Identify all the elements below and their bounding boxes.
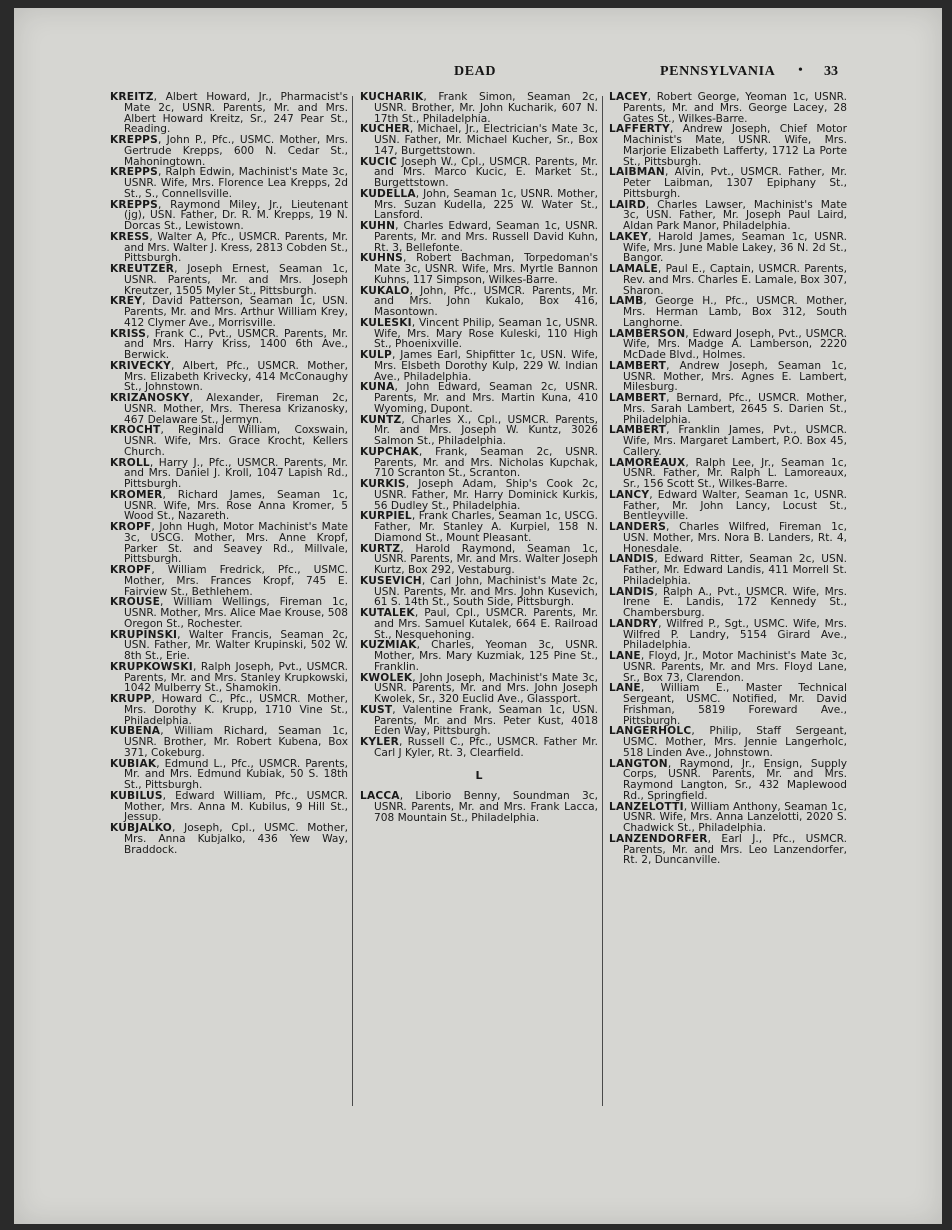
casualty-entry [110,92,348,135]
entry-details: , Liborio Benny, Soundman 3c, USNR. Parents, Mr. and Mrs. Frank Lacca, 708 Mountain St., Philadelphia. [374,790,598,824]
entry-details: , Albert Howard, Jr., Pharmacist's Mate 2c, USNR. Parents, Mr. and Mrs. Albert Howard Kreitz, Sr., 247 Pear St., Reading. [124,91,348,136]
surname: LANCY [609,488,650,501]
casualty-entry [360,479,598,511]
entry-details: , Frank C., Pvt., USMCR. Parents, Mr. and Mrs. Harry Kriss, 1400 6th Ave., Berwick. [124,327,348,361]
entry-details: , Charles X., Cpl., USMCR. Parents, Mr. and Mrs. Joseph W. Kuntz, 3026 Salmon St., Philadelphia. [374,413,598,447]
casualty-entry [110,630,348,662]
surname: KULP [360,349,392,361]
surname: LAMB [609,295,644,308]
entry-details: , Andrew Joseph, Seaman 1c, USNR. Mother, Mrs. Agnes E. Lambert, Milesburg. [623,359,847,394]
casualty-entry [609,264,847,296]
entry-details: , Raymond, Jr., Ensign, Supply Corps, USNR. Parents, Mr. and Mrs. Raymond Langton, Sr., 432 Maplewood Rd., Springfield. [623,757,847,802]
surname: LAIBMAN [609,166,665,179]
column-1 [110,92,348,855]
casualty-entry [609,458,847,490]
casualty-entry [609,802,847,834]
surname: KROPF [110,564,152,576]
casualty-entry [609,92,847,124]
surname: LANZENDORFER [609,832,708,845]
entry-details: , Russell C., Pfc., USMCR. Father Mr. Carl J Kyler, Rt. 3, Clearfield. [374,736,598,759]
surname: LANGTON [609,757,668,770]
entry-details: , Ralph Edwin, Machinist's Mate 3c, USNR. Wife, Mrs. Florence Lea Krepps, 2d St., S., Connellsville. [124,166,348,200]
casualty-entry [110,135,348,167]
casualty-entry [110,425,348,457]
surname: LACCA [360,790,400,803]
casualty-entry [110,522,348,565]
surname: LAMBERT [609,424,667,437]
entry-details: , John P., Pfc., USMC. Mother, Mrs. Gertrude Krepps, 600 N. Cedar St., Mahoningtown. [124,134,348,168]
casualty-entry [360,157,598,189]
entry-details: , Philip, Staff Sergeant, USMC. Mother, Mrs. Jennie Langerholc, 518 Linden Ave., Johnstown. [623,725,847,759]
entry-details: , Howard C., Pfc., USMCR. Mother, Mrs. Dorothy K. Krupp, 1710 Vine St., Philadelphia. [124,693,348,727]
surname: KROLL [110,456,150,469]
entry-details: , Paul E., Captain, USMCR. Parents, Rev. and Mrs. Charles E. Lamale, Box 307, Sharon. [623,263,847,297]
entry-details: , Robert Bachman, Torpedoman's Mate 3c, USNR. Wife, Mrs. Myrtle Bannon Kuhns, 117 Simpson, Wilkes-Barre. [374,252,598,286]
casualty-entry [110,694,348,726]
casualty-entry [609,425,847,457]
casualty-entry [110,662,348,694]
casualty-entry [360,705,598,737]
casualty-entry [360,576,598,608]
entry-details: , Joseph, Cpl., USMC. Mother, Mrs. Anna Kubjalko, 436 Yew Way, Braddock. [124,822,348,856]
surname: KUDELLA [360,187,416,200]
casualty-entry [110,264,348,296]
casualty-entry [360,189,598,221]
surname: KULESKI [360,316,412,329]
surname: LANGERHOLC [609,725,692,738]
column-divider [352,96,353,1106]
casualty-entry [360,253,598,285]
entry-details: , Wilfred P., Sgt., USMC. Wife, Mrs. Wilfred P. Landry, 5154 Girard Ave., Philadelphia. [623,617,847,652]
casualty-entry [360,737,598,759]
casualty-entry [609,587,847,619]
casualty-entry [110,361,348,393]
surname: LACEY [609,91,648,103]
casualty-entry [609,232,847,264]
entry-details: , George H., Pfc., USMCR. Mother, Mrs. Herman Lamb, Box 312, South Langhorne. [623,295,847,329]
casualty-entry [360,318,598,350]
page-header [14,64,942,86]
casualty-entry [360,92,598,124]
casualty-entry [110,823,348,855]
casualty-entry [609,759,847,802]
entry-details: , Harry J., Pfc., USMCR. Parents, Mr. and Mrs. Daniel J. Kroll, 1047 Lapish Rd., Pittsburgh. [124,456,348,490]
casualty-entry [360,640,598,672]
surname: KUNTZ [360,413,402,426]
casualty-entry [609,393,847,425]
surname: KROUSE [110,596,161,609]
surname: LAMBERT [609,392,667,404]
casualty-entry [360,350,598,382]
section-letter: L [475,768,483,782]
entry-details: , John, Pfc., USMCR. Parents, Mr. and Mrs. John Kukalo, Box 416, Masontown. [374,284,598,318]
entry-details: , Walter Francis, Seaman 2c, USN. Father, Mr. Walter Krupinski, 502 W. 8th St., Erie. [124,628,348,662]
entry-details: , Ralph A., Pvt., USMCR. Wife, Mrs. Irene E. Landis, 172 Kennedy St., Chambersburg. [623,585,847,619]
casualty-entry [110,759,348,791]
entry-details: , Walter A, Pfc., USMCR. Parents, Mr. and Mrs. Walter J. Kress, 2813 Cobden St., Pittsburgh. [124,230,348,265]
surname: KREPPS [110,198,158,211]
entry-details: , Ralph Joseph, Pvt., USMCR. Parents, Mr. and Mrs. Stanley Krupkowski, 1042 Mulberry St., Shamokin. [124,660,348,695]
entry-details: , Alexander, Fireman 2c, USNR. Mother, Mrs. Theresa Krizanosky, 467 Delaware St., Jermyn. [124,392,348,426]
entry-details: , James Earl, Shipfitter 1c, USN. Wife, Mrs. Elsbeth Dorothy Kulp, 229 W. Indian Ave., Philadelphia. [374,349,598,383]
entry-details: , Carl John, Machinist's Mate 2c, USN. Parents, Mr. and Mrs. John Kusevich, 61 S. 14th St., South Side, Pittsburgh. [374,574,598,609]
surname: KROMER [110,488,163,501]
surname: KUSEVICH [360,574,422,587]
entry-details: , John Hugh, Motor Machinist's Mate 3c, USCG. Mother, Mrs. Anne Kropf, Parker St. and Seavey Rd., Millvale, Pittsburgh. [124,521,348,566]
casualty-entry [360,382,598,414]
casualty-entry [110,458,348,490]
entry-details: , Frank Simon, Seaman 2c, USNR. Brother, Mr. John Kucharik, 607 N. 17th St., Philadelphia. [374,91,598,125]
casualty-entry [360,124,598,156]
surname: LAMOREAUX [609,456,686,469]
entry-details: , Charles, Yeoman 3c, USNR. Mother, Mrs. Mary Kuzmiak, 125 Pine St., Franklin. [374,639,598,673]
surname: LAKEY [609,230,649,243]
surname: KRUPINSKI [110,628,178,641]
header-bullet: • [798,63,803,78]
surname: KUST [360,703,393,716]
entry-details: , Charles Lawser, Machinist's Mate 3c, USN. Father, Mr. Joseph Paul Laird, Aldan Park Manor, Philadelphia. [623,198,847,232]
entry-details: , Frank, Seaman 2c, USNR. Parents, Mr. and Mrs. Nicholas Kupchak, 710 Scranton St., Scranton. [374,445,598,480]
surname: KRIZANOSKY [110,392,190,404]
entry-details: , Reginald William, Coxswain, USNR. Wife, Mrs. Grace Krocht, Kellers Church. [124,424,348,458]
casualty-entry [110,167,348,199]
surname: KURTZ [360,542,401,555]
entry-details: , Albert, Pfc., USMCR. Mother, Mrs. Elizabeth Krivecky, 414 McConaughy St., Johnstown. [124,359,348,394]
entry-details: , Charles Wilfred, Fireman 1c, USN. Mother, Mrs. Nora B. Landers, Rt. 4, Honesdale. [623,521,847,555]
surname: KREPPS [110,166,158,179]
page-number: 33 [824,64,838,79]
casualty-entry [609,200,847,232]
entry-details: , John Edward, Seaman 2c, USNR. Parents, Mr. and Mrs. Martin Kuna, 410 Wyoming, Dupont. [374,381,598,415]
surname: KURKIS [360,478,406,490]
entry-details: , Edmund L., Pfc., USMCR. Parents, Mr. and Mrs. Edmund Kubiak, 50 S. 18th St., Pittsburgh. [124,757,348,791]
entry-details: , Charles Edward, Seaman 1c, USNR. Parents, Mr. and Mrs. Russell David Kuhn, Rt. 3, Bellefonte. [374,220,598,254]
surname: KRUPKOWSKI [110,660,193,673]
casualty-entry [110,296,348,328]
entry-details: , Frank Charles, Seaman 1c, USCG. Father, Mr. Stanley A. Kurpiel, 158 N. Diamond St., Mount Pleasant. [374,510,598,544]
entry-details: , William Wellings, Fireman 1c, USNR. Mother, Mrs. Alice Mae Krouse, 508 Oregon St., Rochester. [124,596,348,630]
casualty-entry [360,673,598,705]
entry-details: , Harold James, Seaman 1c, USNR. Wife, Mrs. June Mable Lakey, 36 N. 2d St., Bangor. [623,230,847,265]
entry-details: , Floyd, Jr., Motor Machinist's Mate 3c, USNR. Parents, Mr. and Mrs. Floyd Lane, Sr., Box 73, Clarendon. [623,650,847,684]
column-3 [609,92,847,866]
surname: KUZMIAK [360,639,417,652]
surname: KUPCHAK [360,445,419,458]
casualty-entry [609,726,847,758]
entry-details: , Bernard, Pfc., USMCR. Mother, Mrs. Sarah Lambert, 2645 S. Darien St., Philadelphia. [623,392,847,426]
entry-details: , John, Seaman 1c, USNR. Mother, Mrs. Suzan Kudella, 225 W. Water St., Lansford. [374,187,598,222]
section-title: DEAD [454,64,497,79]
surname: KUKALO [360,284,410,297]
entry-details: , Edward Joseph, Pvt., USMCR. Wife, Mrs. Madge A. Lamberson, 2220 McDade Blvd., Holmes. [623,327,847,361]
casualty-entry [110,726,348,758]
entry-details: , William E., Master Technical Sergeant, USMC. Notified, Mr. David Frishman, 5819 Foreward Ave., Pittsburgh. [623,682,847,727]
casualty-entry [110,565,348,597]
surname: LANZELOTTI [609,800,684,813]
casualty-entry [360,221,598,253]
surname: LANDERS [609,521,667,533]
column-2 [360,92,598,824]
entry-details: , Ralph Lee, Jr., Seaman 1c, USNR. Father, Mr. Ralph L. Lamoreaux, Sr., 156 Scott St., Wilkes-Barre. [623,456,847,490]
entry-details: , Joseph Ernest, Seaman 1c, USNR. Parents, Mr. and Mrs. Joseph Kreutzer, 1505 Myler St., Pittsburgh. [124,263,348,297]
casualty-entry [609,619,847,651]
casualty-entry [609,554,847,586]
casualty-entry [360,791,598,823]
casualty-entry [609,522,847,554]
casualty-entry [609,683,847,726]
surname: KWOLEK [360,671,413,684]
surname: KUNA [360,381,395,394]
entry-details: , William Anthony, Seaman 1c, USNR. Wife, Mrs. Anna Lanzelotti, 2020 S. Chadwick St., Philadelphia. [623,800,847,834]
entry-details: , Joseph Adam, Ship's Cook 2c, USNR. Father, Mr. Harry Dominick Kurkis, 56 Dudley St., Philadelphia. [374,478,598,512]
casualty-entry [110,393,348,425]
surname: KREPPS [110,134,158,146]
casualty-entry [609,124,847,167]
surname: LANDRY [609,617,659,630]
surname: LANDIS [609,553,655,566]
document-page [14,8,942,1224]
entry-details: , Vincent Philip, Seaman 1c, USNR. Wife, Mrs. Mary Rose Kuleski, 110 High St., Phoenixville. [374,316,598,351]
casualty-entry [110,490,348,522]
entry-details: , Edward William, Pfc., USMCR. Mother, Mrs. Anna M. Kubilus, 9 Hill St., Jessup. [124,789,348,824]
surname: KRIVECKY [110,359,171,372]
entry-details: , Franklin James, Pvt., USMCR. Wife, Mrs. Margaret Lambert, P.O. Box 45, Callery. [623,424,847,458]
surname: KYLER [360,736,400,748]
entry-details: , Valentine Frank, Seaman 1c, USN. Parents, Mr. and Mrs. Peter Kust, 4018 Eden Way, Pittsburgh. [374,703,598,738]
surname: LANDIS [609,585,655,598]
surname: LAMALE [609,263,658,275]
casualty-entry [609,167,847,199]
casualty-entry [110,791,348,823]
surname: KUCIC [360,155,398,168]
casualty-entry [360,511,598,543]
surname: KRISS [110,327,147,340]
surname: KUCHARIK [360,91,424,103]
casualty-entry [360,415,598,447]
entry-details: , Edward Walter, Seaman 1c, USNR. Father, Mr. John Lancy, Locust St., Bentleyville. [623,488,847,523]
casualty-entry [110,232,348,264]
entry-details: , William Richard, Seaman 1c, USNR. Brother, Mr. Robert Kubena, Box 371, Cokeburg. [124,725,348,759]
surname: KREITZ [110,91,154,103]
surname: LAFFERTY [609,123,670,136]
entry-details: , Harold Raymond, Seaman 1c, USNR. Parents, Mr. and Mrs. Walter Joseph Kurtz, Box 292, Vestaburg. [374,542,598,576]
column-divider [602,96,603,1106]
surname: LAMBERT [609,359,667,372]
entry-details: , Alvin, Pvt., USMCR. Father, Mr. Peter Laibman, 1307 Epiphany St., Pittsburgh. [623,166,847,200]
casualty-entry [110,329,348,361]
entry-details: , Robert George, Yeoman 1c, USNR. Parents, Mr. and Mrs. George Lacey, 28 Gates St., Wilkes-Barre. [623,91,847,125]
entry-details: , Paul, Cpl., USMCR. Parents, Mr. and Mrs. Samuel Kutalek, 664 E. Railroad St., Nesquehoning. [374,607,598,641]
surname: KUTALEK [360,607,415,619]
casualty-entry [360,286,598,318]
surname: KUCHER [360,123,410,136]
entry-details: , David Patterson, Seaman 1c, USN. Parents, Mr. and Mrs. Arthur William Krey, 412 Clymer Ave., Morrisville. [124,295,348,329]
surname: KUHNS [360,252,403,265]
entry-details: , Raymond Miley, Jr., Lieutenant (jg), USN. Father, Dr. R. M. Krepps, 19 N. Dorcas St., Lewistown. [124,198,348,232]
surname: KUBIAK [110,757,157,770]
casualty-entry [609,329,847,361]
surname: LANE [609,650,641,662]
state-name: PENNSYLVANIA [660,64,776,79]
casualty-entry [609,490,847,522]
surname: KROPF [110,521,152,533]
surname: KROCHT [110,424,161,437]
entry-details: , Richard James, Seaman 1c, USNR. Wife, Mrs. Rose Anna Kromer, 5 Wood St., Nazareth. [124,488,348,523]
surname: LAMBERSON [609,327,686,340]
surname: KUBILUS [110,789,163,802]
surname: KUBENA [110,725,161,738]
entry-details: , William Fredrick, Pfc., USMC. Mother, Mrs. Frances Kropf, 745 E. Fairview St., Bethlehem. [124,564,348,598]
surname: KRUPP [110,693,152,705]
entry-details: , Earl J., Pfc., USMCR. Parents, Mr. and Mrs. Leo Lanzendorfer, Rt. 2, Duncanville. [623,832,847,867]
surname: KUHN [360,220,396,232]
casualty-entry [360,544,598,576]
entry-details: , John Joseph, Machinist's Mate 3c, USNR. Parents, Mr. and Mrs. John Joseph Kwolek, Sr., 320 Euclid Ave., Glassport. [374,671,598,705]
casualty-entry [360,447,598,479]
surname: KRESS [110,230,150,243]
surname: KREUTZER [110,263,175,275]
casualty-entry [609,834,847,866]
entry-details: , Michael, Jr., Electrician's Mate 3c, USN. Father, Mr. Michael Kucher, Sr., Box 147, Burgettstown. [374,123,598,157]
casualty-entry [609,361,847,393]
casualty-entry [110,200,348,232]
surname: KURPIEL [360,510,412,523]
casualty-entry [110,597,348,629]
surname: KUBJALKO [110,822,172,834]
surname: KREY [110,295,143,308]
entry-details: Joseph W., Cpl., USMCR. Parents, Mr. and Mrs. Marco Kucic, E. Market St., Burgettstown. [374,155,598,189]
entry-details: , Edward Ritter, Seaman 2c, USN. Father, Mr. Edward Landis, 411 Morrell St. Philadelphia. [623,553,847,587]
casualty-entry [360,608,598,640]
surname: LAIRD [609,198,646,211]
casualty-entry [609,296,847,328]
surname: LANE [609,682,641,695]
casualty-entry [609,651,847,683]
entry-details: , Andrew Joseph, Chief Motor Machinist's Mate, USNR. Wife, Mrs. Marjorie Elizabeth Lafferty, 1712 La Porte St., Pittsburgh. [623,123,847,168]
